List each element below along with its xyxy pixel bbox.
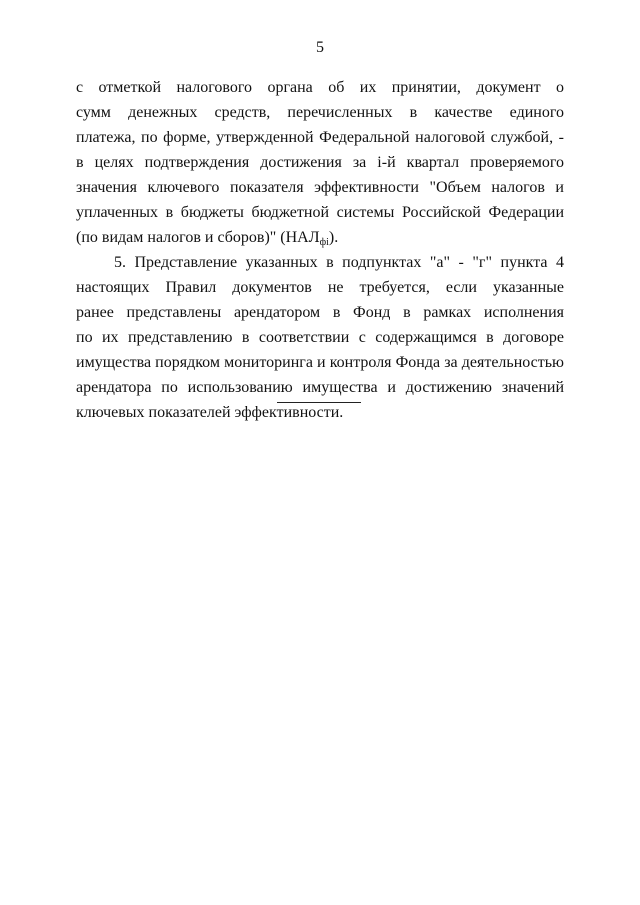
paragraph-line: с отметкой налогового органа об их принятии, документ о: [76, 79, 564, 96]
paragraph-line: ранее представлены арендатором в Фонд в рамках исполнения: [76, 304, 564, 321]
paragraph-line: имущества порядком мониторинга и контроля Фонда за деятельностью: [76, 354, 564, 371]
paragraph-last-line: ключевых показателей эффективности.: [76, 404, 344, 421]
paragraph-line: в целях подтверждения достижения за i-й квартал проверяемого: [76, 154, 564, 171]
paragraph-line: по их представлению в соответствии с содержащимся в договоре: [76, 329, 564, 346]
paragraph-line: платежа, по форме, утвержденной Федеральной налоговой службой, -: [76, 129, 564, 146]
paragraph-line: арендатора по использованию имущества и достижению значений: [76, 379, 564, 396]
paragraph-line: значения ключевого показателя эффективности "Объем налогов и: [76, 179, 564, 196]
document-body: [76, 75, 564, 425]
paragraph-line-text: (по видам налогов и сборов)" (НАЛ: [76, 229, 320, 246]
paragraph-line-text: ).: [328, 229, 339, 246]
paragraph-clause-5: [76, 250, 564, 425]
paragraph-tax-documents: [76, 75, 564, 250]
page-number: 5: [316, 39, 324, 56]
paragraph-line: 5. Представление указанных в подпунктах "а" - "г" пункта 4: [114, 254, 564, 271]
paragraph-line: настоящих Правил документов не требуется, если указанные: [76, 279, 564, 296]
paragraph-line: уплаченных в бюджеты бюджетной системы Российской Федерации: [76, 204, 564, 221]
paragraph-line: сумм денежных средств, перечисленных в качестве единого: [76, 104, 564, 121]
end-of-document-rule: [277, 402, 361, 403]
paragraph-last-line: [76, 225, 564, 250]
nal-subscript: фi: [319, 237, 329, 248]
